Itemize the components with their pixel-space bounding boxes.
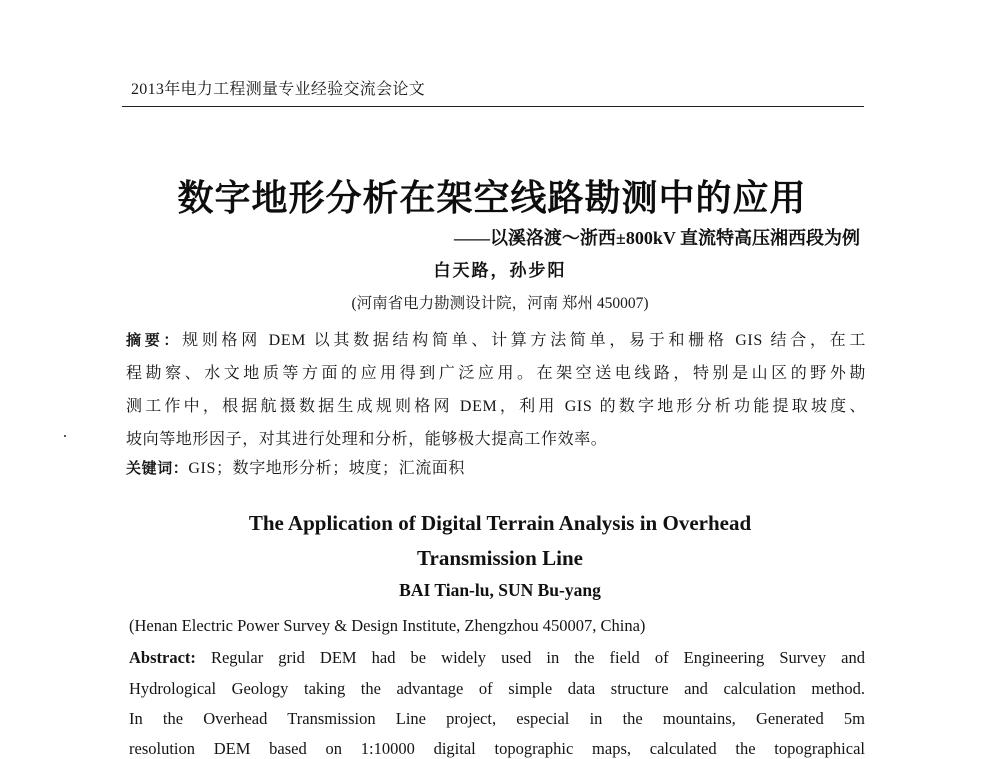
affiliation-cn: (河南省电力勘测设计院，河南 郑州 450007) xyxy=(351,295,649,312)
header-divider xyxy=(122,106,864,107)
abstract-cn-label: 摘要： xyxy=(126,331,183,349)
abstract-cn-line-1 xyxy=(126,327,866,350)
authors-cn: 白天路，孙步阳 xyxy=(433,261,567,280)
paper-title-en-line-2: Transmission Line xyxy=(417,546,583,570)
abstract-cn-line-2: 程勘察、水文地质等方面的应用得到广泛应用。在架空送电线路，特别是山区的野外勘 xyxy=(126,365,866,382)
scan-artifact-dot xyxy=(64,435,66,437)
abstract-en-label: Abstract: xyxy=(129,648,196,667)
abstract-cn-line-4: 坡向等地形因子，对其进行处理和分析，能够极大提高工作效率。 xyxy=(126,431,608,448)
keywords-cn xyxy=(126,455,866,478)
abstract-en-line-2: Hydrological Geology taking the advantage of simple data structure and calculation method. xyxy=(129,679,865,698)
keywords-cn-text: GIS；数字地形分析；坡度；汇流面积 xyxy=(188,460,465,477)
abstract-cn-line-3: 测工作中，根据航摄数据生成规则格网 DEM，利用 GIS 的数字地形分析功能提取坡度、 xyxy=(126,398,866,415)
abstract-en-line-1 xyxy=(129,648,865,668)
abstract-en-line-3: In the Overhead Transmission Line project, especial in the mountains, Generated 5m xyxy=(129,709,865,728)
abstract-en-line-4: resolution DEM based on 1:10000 digital topographic maps, calculated the topographical xyxy=(129,739,865,758)
paper-title-cn-text: 数字地形分析在架空线路勘测中的应用 xyxy=(177,178,807,219)
running-header: 2013年电力工程测量专业经验交流会论文 xyxy=(131,81,426,98)
abstract-cn-text: 规则格网 DEM 以其数据结构简单、计算方法简单，易于和栅格 GIS 结合，在工 xyxy=(182,332,866,349)
paper-title-en-line-1: The Application of Digital Terrain Analysis in Overhead xyxy=(248,511,752,535)
abstract-en-text: Regular grid DEM had be widely used in the field of Engineering Survey and xyxy=(195,648,865,667)
authors-en: BAI Tian-lu, SUN Bu-yang xyxy=(399,580,601,600)
paper-title-cn xyxy=(0,170,1000,221)
paper-subtitle-cn: ——以溪洛渡～浙西±800kV 直流特高压湘西段为例 xyxy=(453,228,860,248)
keywords-cn-label: 关键词： xyxy=(126,459,189,477)
affiliation-en: (Henan Electric Power Survey & Design Institute, Zhengzhou 450007, China) xyxy=(129,616,646,635)
